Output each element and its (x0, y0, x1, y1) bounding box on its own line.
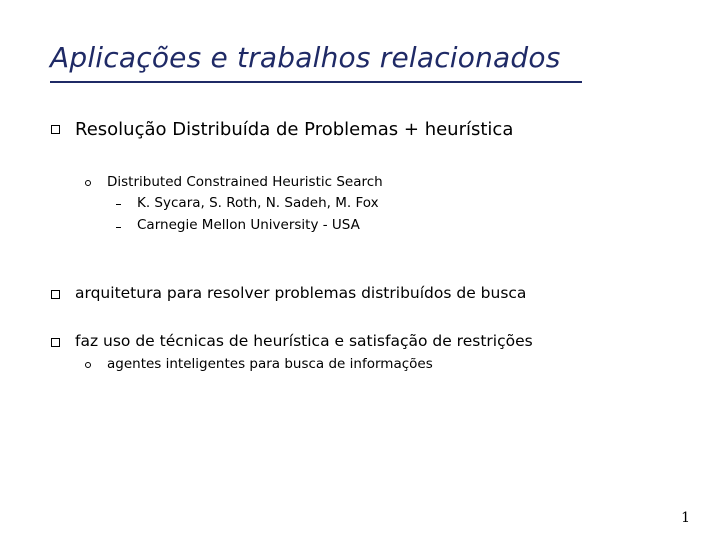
circle-bullet-icon (85, 362, 91, 368)
circle-bullet-icon (85, 180, 91, 186)
dash-bullet-icon (116, 204, 121, 205)
subitem-1-1-1: K. Sycara, S. Roth, N. Sadeh, M. Fox (137, 195, 379, 211)
title-underline (50, 81, 582, 83)
square-bullet-icon (51, 338, 60, 347)
subitem-1-1-2: Carnegie Mellon University - USA (137, 217, 360, 233)
subitem-3-1: agentes inteligentes para busca de informações (107, 356, 433, 372)
dash-bullet-icon (116, 227, 121, 228)
bullet-item-3: faz uso de técnicas de heurística e satisfação de restrições (75, 332, 533, 350)
page-number: 1 (681, 510, 690, 526)
subitem-1-1: Distributed Constrained Heuristic Search (107, 174, 383, 190)
bullet-item-2: arquitetura para resolver problemas distribuídos de busca (75, 284, 527, 302)
slide-title: Aplicações e trabalhos relacionados (50, 41, 561, 74)
square-bullet-icon (51, 290, 60, 299)
square-bullet-icon (51, 125, 60, 134)
bullet-item-1: Resolução Distribuída de Problemas + heurística (75, 119, 514, 140)
